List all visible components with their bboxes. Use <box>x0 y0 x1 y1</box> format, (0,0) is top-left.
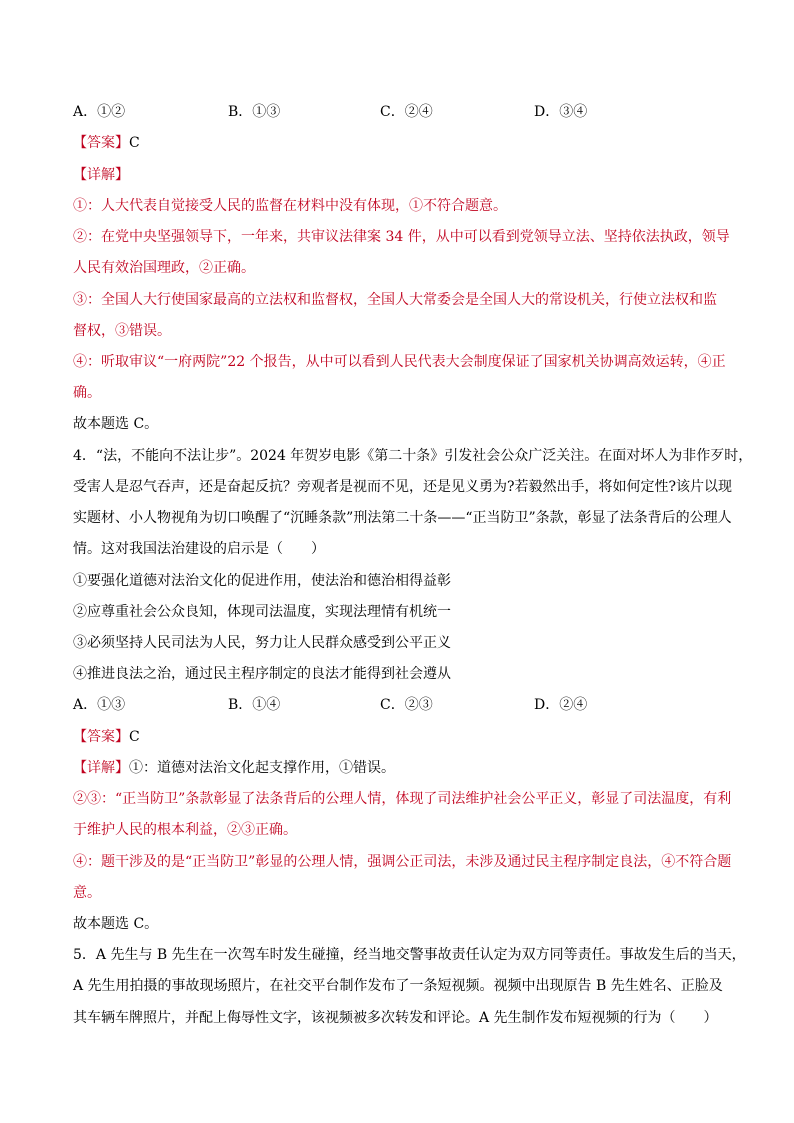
q3-detail-line: ②：在党中央坚强领导下，一年来，共审议法律案 34 件，从中可以看到党领导立法、坚持依法执政，领导 <box>73 229 730 245</box>
q3-detail-line: ①：人大代表自觉接受人民的监督在材料中没有体现，①不符合题意。 <box>73 198 507 214</box>
answer-value: C <box>129 135 140 151</box>
detail-label: 【详解】 <box>73 760 129 776</box>
q3-option-c: C．②④ <box>380 104 433 120</box>
q3-option-b: B．①③ <box>228 104 281 120</box>
q3-detail-line: 人民有效治国理政，②正确。 <box>73 260 255 276</box>
q4-statement: ②应尊重社会公众良知，体现司法温度，实现法理情有机统一 <box>73 604 451 620</box>
q4-stem-line: 情。这对我国法治建设的启示是（ ） <box>73 541 325 557</box>
q3-detail-line: 确。 <box>73 385 101 401</box>
q4-option-a: A．①③ <box>73 697 126 713</box>
answer-value: C <box>129 729 140 745</box>
q4-option-d: D．②④ <box>534 697 588 713</box>
q4-options <box>73 695 733 715</box>
detail-text: ①：道德对法治文化起支撑作用，①错误。 <box>129 760 395 776</box>
q5-stem-line: 5．A 先生与 B 先生在一次驾车时发生碰撞，经当地交警事故责任认定为双方同等责任。事故发生后的当天， <box>73 947 746 963</box>
q5-stem-line: A 先生用拍摄的事故现场照片，在社交平台制作发布了一条短视频。视频中出现原告 B 先生姓名、正脸及 <box>73 978 723 994</box>
q4-statement: ①要强化道德对法治文化的促进作用，使法治和德治相得益彰 <box>73 573 451 589</box>
q3-detail-line: ④：听取审议“一府两院”22 个报告，从中可以看到人民代表大会制度保证了国家机关协调高效运转，④正 <box>73 354 726 370</box>
q5-stem-line: 其车辆车牌照片，并配上侮辱性文字，该视频被多次转发和评论。A 先生制作发布短视频的行为（ ） <box>73 1010 718 1026</box>
q3-detail-line: 督权，③错误。 <box>73 323 171 339</box>
q4-stem-line: 实题材、小人物视角为切口唤醒了“沉睡条款”刑法第二十条——“正当防卫”条款，彰显了法条背后的公理人 <box>73 510 732 526</box>
q4-detail-line: 于维护人民的根本利益，②③正确。 <box>73 822 297 838</box>
q4-answer <box>73 727 733 747</box>
q4-detail-line: 意。 <box>73 885 101 901</box>
q3-detail-label: 【详解】 <box>73 167 129 183</box>
q4-detail-line: ④：题干涉及的是“正当防卫”彰显的公理人情，强调公正司法，未涉及通过民主程序制定良法，④不符合题 <box>73 854 732 870</box>
q4-detail-first <box>73 758 733 778</box>
q3-detail-line: ③：全国人大行使国家最高的立法权和监督权，全国人大常委会是全国人大的常设机关，行使立法权和监 <box>73 292 717 308</box>
q4-conclusion: 故本题选 C。 <box>73 916 159 932</box>
q3-answer <box>73 133 733 153</box>
q4-detail-line: ②③：“正当防卫”条款彰显了法条背后的公理人情，体现了司法维护社会公平正义，彰显了司法温度，有利 <box>73 791 732 807</box>
q4-option-b: B．①④ <box>228 697 281 713</box>
q3-option-d: D．③④ <box>534 104 588 120</box>
q3-conclusion: 故本题选 C。 <box>73 416 159 432</box>
q4-option-c: C．②③ <box>380 697 433 713</box>
q3-options <box>73 102 733 122</box>
q3-option-a: A．①② <box>73 104 126 120</box>
q4-stem-line: 受害人是忍气吞声，还是奋起反抗？旁观者是视而不见，还是见义勇为?若毅然出手，将如何定性?该片以现 <box>73 479 733 495</box>
q4-stem-line: 4．“法，不能向不法让步”。2024 年贺岁电影《第二十条》引发社会公众广泛关注。在面对坏人为非作歹时， <box>73 448 753 464</box>
q4-statement: ④推进良法之治，通过民主程序制定的良法才能得到社会遵从 <box>73 666 451 682</box>
q4-statement: ③必须坚持人民司法为人民，努力让人民群众感受到公平正义 <box>73 635 451 651</box>
answer-label: 【答案】 <box>73 729 129 745</box>
answer-label: 【答案】 <box>73 135 129 151</box>
